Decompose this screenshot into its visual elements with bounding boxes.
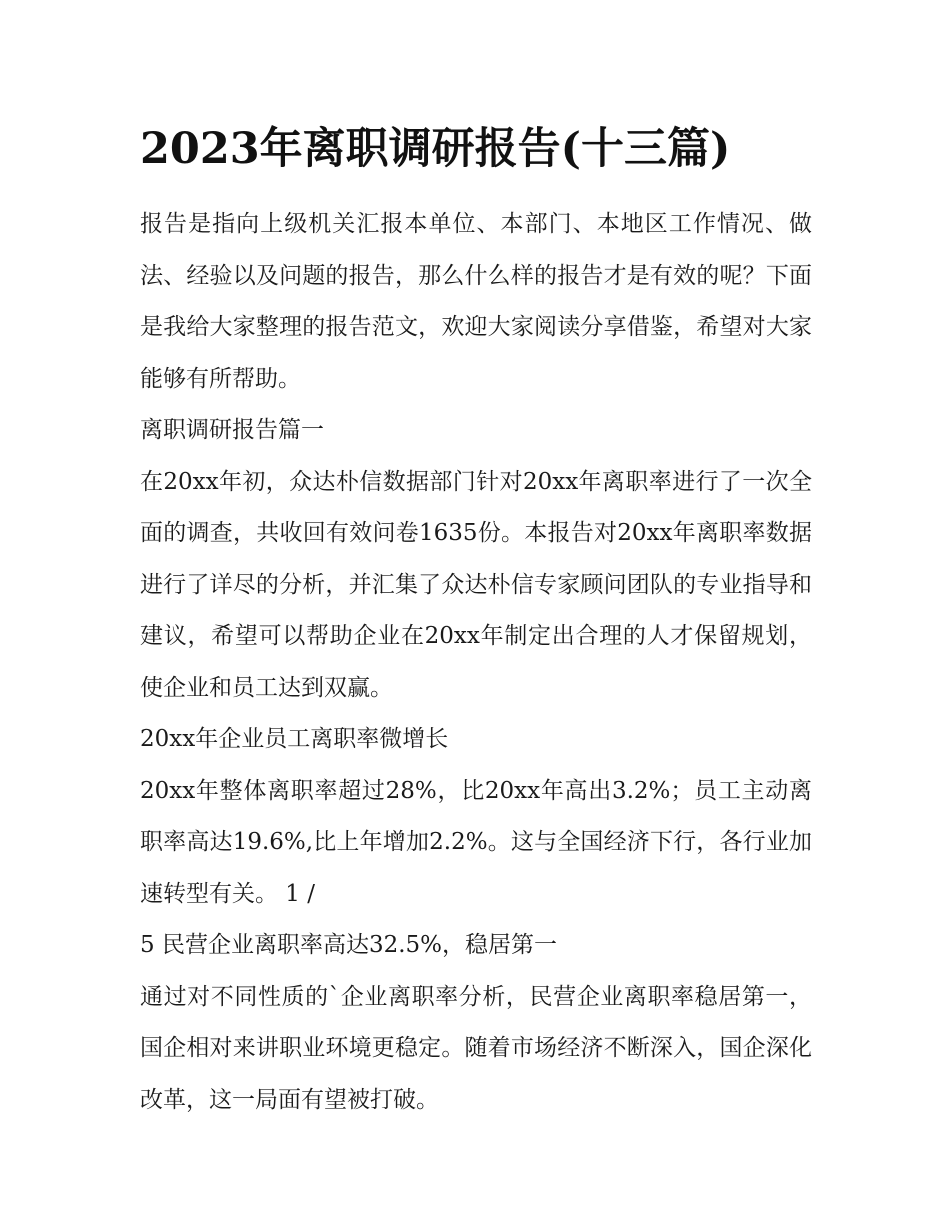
survey-paragraph: 在20xx年初，众达朴信数据部门针对20xx年离职率进行了一次全面的调查，共收回有效问卷1635份。本报告对20xx年离职率数据进行了详尽的分析，并汇集了众达朴信专家顾问团队的专业指导和建议，希望可以帮助企业在20xx年制定出合理的人才保留规划，使企业和员工达到双赢。 (140, 468, 812, 701)
document-title: 2023年离职调研报告(十三篇) (140, 124, 731, 174)
section-heading-private-enterprise: 5 民营企业离职率高达32.5%，稳居第一 (140, 932, 558, 958)
section-heading-turnover-growth: 20xx年企业员工离职率微增长 (140, 726, 449, 752)
intro-paragraph: 报告是指向上级机关汇报本单位、本部门、本地区工作情况、做法、经验以及问题的报告，那么什么样的报告才是有效的呢？下面是我给大家整理的报告范文，欢迎大家阅读分享借鉴，希望对大家能够有所帮助。 (140, 211, 812, 392)
document-content (140, 117, 812, 1126)
turnover-rate-paragraph: 20xx年整体离职率超过28%，比20xx年高出3.2%；员工主动离职率高达19.6%,比上年增加2.2%。这与全国经济下行，各行业加速转型有关。 1 / (140, 777, 812, 907)
enterprise-analysis-paragraph: 通过对不同性质的`企业离职率分析，民营企业离职率稳居第一，国企相对来讲职业环境更稳定。随着市场经济不断深入，国企深化改革，这一局面有望被打破。 (140, 983, 812, 1113)
document-body (140, 199, 812, 1126)
section-heading-part-one: 离职调研报告篇一 (140, 417, 324, 443)
